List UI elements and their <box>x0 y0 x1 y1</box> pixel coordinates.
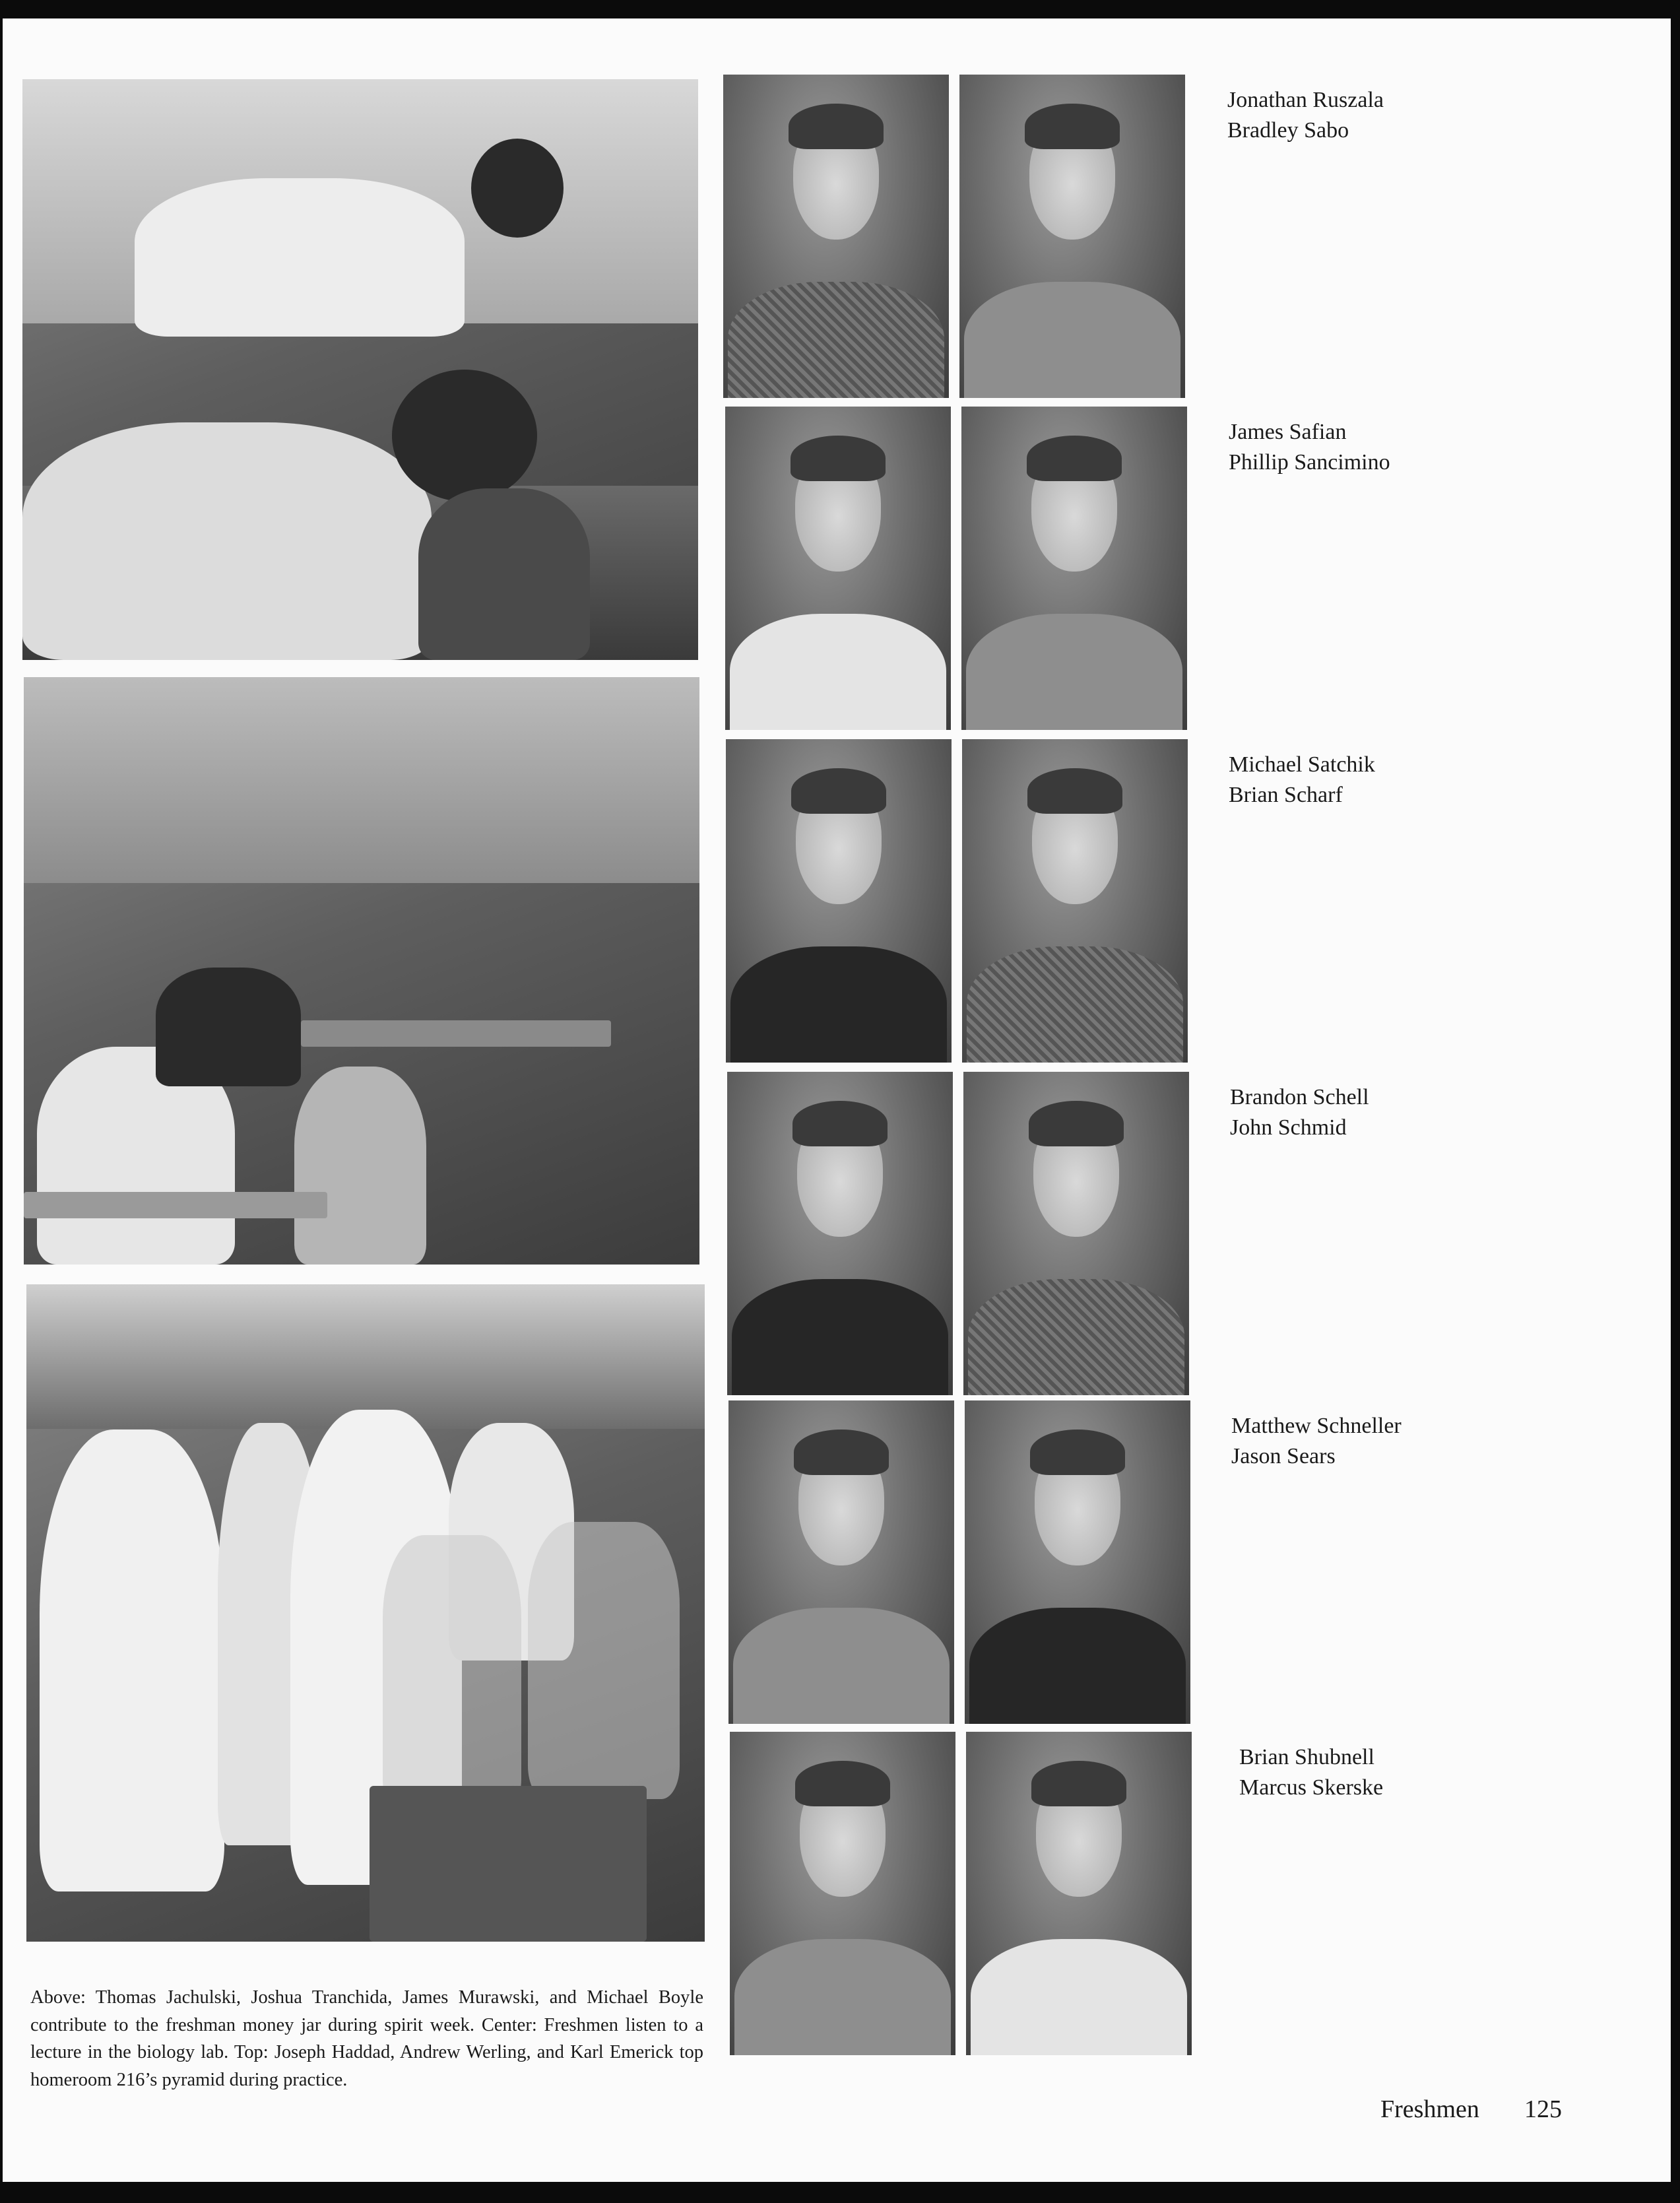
student-name-pair <box>1227 85 1384 146</box>
student-name: Brian Scharf <box>1229 783 1343 807</box>
student-portrait <box>963 1072 1189 1395</box>
student-portrait <box>959 75 1185 398</box>
yearbook-page <box>3 18 1671 2182</box>
student-name: Brandon Schell <box>1230 1085 1369 1109</box>
student-name-pair <box>1229 750 1375 810</box>
student-name-pair <box>1231 1411 1402 1472</box>
student-name-pair <box>1230 1082 1369 1143</box>
student-portrait <box>725 407 951 730</box>
photo-caption: Above: Thomas Jachulski, Joshua Tranchida, James Murawski, and Michael Boyle contribute to the freshman money jar during spirit week. Center: Freshmen listen to a lecture in the biology lab. Top: Joseph Haddad, Andrew Werling, and Karl Emerick top homeroom 216’s pyramid during practice. <box>30 1987 703 2090</box>
student-name: James Safian <box>1229 420 1347 444</box>
student-name: Bradley Sabo <box>1227 118 1349 143</box>
student-name: Michael Satchik <box>1229 752 1375 777</box>
page-number: 125 <box>1524 2095 1562 2123</box>
student-portrait <box>728 1400 954 1724</box>
student-name: Jason Sears <box>1231 1444 1336 1468</box>
student-name: Matthew Schneller <box>1231 1414 1402 1438</box>
student-name: Marcus Skerske <box>1239 1775 1384 1800</box>
student-portrait <box>965 1400 1190 1724</box>
student-portrait <box>723 75 949 398</box>
footer-section <box>1380 2095 1479 2124</box>
student-name-pair <box>1229 417 1390 478</box>
student-portrait <box>966 1732 1192 2055</box>
student-name: Jonathan Ruszala <box>1227 88 1384 112</box>
student-portrait <box>726 739 952 1063</box>
student-name: Brian Shubnell <box>1239 1745 1374 1769</box>
section-title: Freshmen <box>1380 2095 1479 2123</box>
footer-page-number-wrap <box>1524 2095 1562 2124</box>
pyramid-photo <box>22 79 698 660</box>
student-portrait <box>962 739 1188 1063</box>
student-portrait <box>961 407 1187 730</box>
money-jar-photo <box>26 1284 705 1942</box>
student-portrait <box>727 1072 953 1395</box>
student-portrait <box>730 1732 955 2055</box>
student-name: John Schmid <box>1230 1115 1347 1140</box>
student-name: Phillip Sancimino <box>1229 450 1390 475</box>
classroom-photo <box>24 677 699 1265</box>
student-name-pair <box>1239 1742 1383 1803</box>
